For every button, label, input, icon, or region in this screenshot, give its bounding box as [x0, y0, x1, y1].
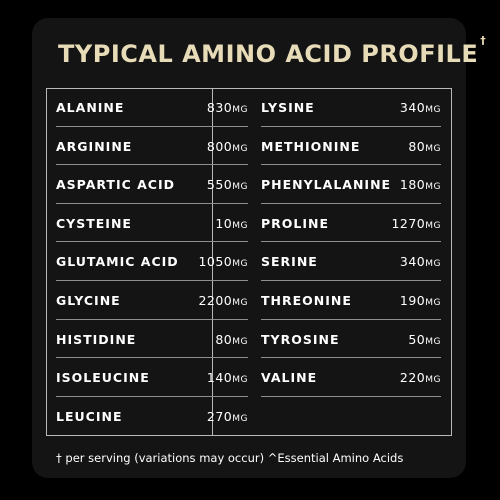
row-divider [261, 396, 441, 397]
amount-unit: MG [425, 182, 441, 193]
amino-acid-amount [207, 100, 248, 115]
table-row [261, 281, 441, 320]
table-row [56, 397, 248, 436]
amount-unit: MG [232, 259, 248, 270]
amount-value: 1270 [391, 215, 426, 231]
title-dagger-marker: † [480, 34, 487, 47]
amino-acid-amount [198, 293, 248, 308]
table-row [261, 88, 441, 127]
amount-unit: MG [425, 375, 441, 386]
amount-unit: MG [232, 220, 248, 231]
amino-acid-name: ARGININE [56, 138, 133, 154]
amount-value: 10 [215, 215, 233, 231]
right-column [261, 88, 441, 397]
left-column [56, 88, 248, 435]
amount-value: 340 [399, 100, 426, 115]
amino-acid-name: HISTIDINE [56, 331, 137, 347]
table-row [261, 127, 441, 166]
amount-value: 830 [206, 100, 233, 115]
amino-acid-name: METHIONINE [261, 138, 361, 154]
amino-acid-name: LEUCINE [56, 408, 123, 424]
table-row [56, 358, 248, 397]
amino-acid-amount [400, 370, 441, 385]
amino-acid-name: SERINE [261, 254, 318, 270]
amino-acid-name: PHENYLALANINE [261, 177, 392, 193]
amount-value: 80 [408, 138, 426, 154]
amino-acid-amount [408, 332, 441, 347]
title-text: TYPICAL AMINO ACID PROFILE [58, 40, 479, 68]
table-row [261, 165, 441, 204]
amount-unit: MG [425, 220, 441, 231]
table-row [261, 358, 441, 397]
amino-acid-amount [215, 216, 248, 231]
amount-unit: MG [232, 105, 248, 115]
amino-acid-amount [400, 254, 441, 269]
amount-unit: MG [425, 105, 441, 115]
amount-value: 550 [206, 177, 233, 193]
amino-acid-amount [207, 177, 248, 192]
amount-value: 190 [399, 292, 426, 308]
table-row [56, 320, 248, 359]
amino-acid-amount [215, 332, 248, 347]
amino-acid-name: PROLINE [261, 215, 330, 231]
table-row [261, 320, 441, 359]
amino-acid-name: ASPARTIC ACID [56, 177, 176, 193]
amino-acid-amount [400, 177, 441, 192]
amino-acid-name: VALINE [261, 370, 318, 386]
amount-unit: MG [425, 259, 441, 270]
amount-value: 140 [206, 370, 233, 386]
amino-acid-amount [400, 100, 441, 115]
table-row [56, 165, 248, 204]
amount-unit: MG [232, 182, 248, 193]
amount-value: 180 [399, 177, 426, 193]
table-row [261, 242, 441, 281]
amount-value: 220 [399, 370, 426, 386]
amount-value: 50 [408, 331, 426, 347]
amino-acid-name: GLYCINE [56, 292, 121, 308]
amount-unit: MG [232, 413, 248, 424]
table-row [56, 88, 248, 127]
amount-unit: MG [232, 336, 248, 347]
amount-value: 270 [206, 408, 233, 424]
amount-unit: MG [232, 297, 248, 308]
amino-acid-name: THREONINE [261, 292, 352, 308]
amount-unit: MG [425, 336, 441, 347]
amino-acid-amount [198, 254, 248, 269]
amount-unit: MG [232, 143, 248, 154]
amount-unit: MG [232, 375, 248, 386]
amount-value: 2200 [198, 292, 233, 308]
table-row [56, 204, 248, 243]
amino-acid-amount [207, 139, 248, 154]
amount-value: 340 [399, 254, 426, 270]
amount-value: 80 [215, 331, 233, 347]
amino-acid-amount [400, 293, 441, 308]
amino-acid-name: ALANINE [56, 100, 125, 115]
amino-acid-name: ISOLEUCINE [56, 370, 150, 386]
footnote: † per serving (variations may occur) ^Essential Amino Acids [56, 451, 404, 465]
amino-acid-name: GLUTAMIC ACID [56, 254, 179, 270]
table-row [56, 127, 248, 166]
table-row [261, 204, 441, 243]
amount-unit: MG [425, 297, 441, 308]
amount-value: 1050 [198, 254, 233, 270]
table-row [56, 281, 248, 320]
panel-title [58, 34, 487, 68]
amino-acid-amount [207, 370, 248, 385]
amino-acid-amount [391, 216, 441, 231]
amino-acid-amount [207, 409, 248, 424]
amount-value: 800 [206, 138, 233, 154]
table-row [56, 242, 248, 281]
amino-acid-name: TYROSINE [261, 331, 340, 347]
amount-unit: MG [425, 143, 441, 154]
amino-acid-name: CYSTEINE [56, 215, 132, 231]
amino-acid-name: LYSINE [261, 100, 315, 115]
amino-acid-amount [408, 139, 441, 154]
